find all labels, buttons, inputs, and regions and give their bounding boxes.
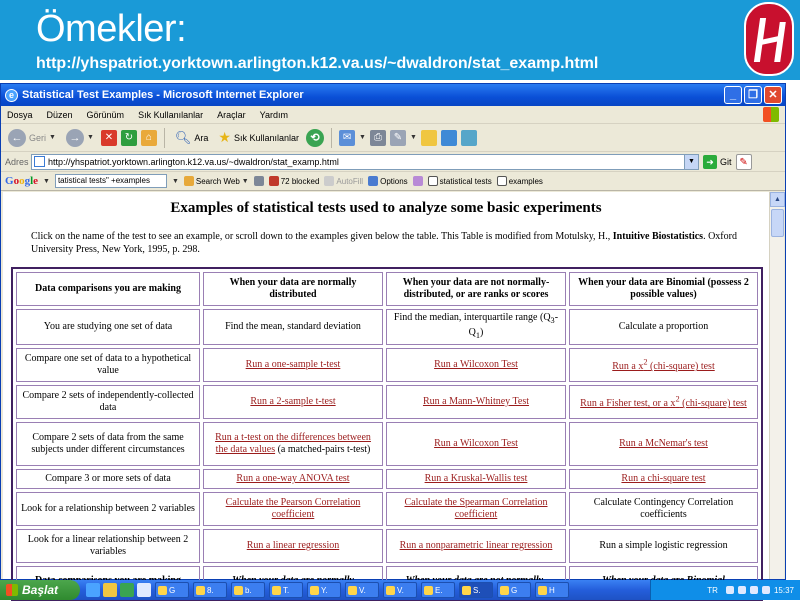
google-toolbar xyxy=(1,172,785,191)
task-label: H xyxy=(549,585,555,595)
browser-window xyxy=(0,83,786,580)
slide-url: http://yhspatriot.yorktown.arlington.k12.va.us/~dwaldron/stat_examp.html xyxy=(36,55,599,72)
google-logo[interactable]: Google xyxy=(5,175,39,187)
taskbar-item[interactable] xyxy=(383,582,417,598)
task-label: G xyxy=(511,585,518,595)
app-quicklaunch-icon[interactable] xyxy=(120,583,134,597)
star-icon: ★ xyxy=(218,129,231,145)
search-term-2[interactable] xyxy=(497,176,543,186)
table-cell xyxy=(569,469,758,489)
taskbar-item[interactable] xyxy=(231,582,265,598)
search-button[interactable] xyxy=(172,127,212,149)
system-tray xyxy=(650,580,800,600)
row-label: Compare 2 sets of independently-collected data xyxy=(16,385,200,419)
taskbar-item[interactable] xyxy=(155,582,189,598)
options-icon xyxy=(368,176,378,186)
row-label: Look for a linear relationship between 2 variables xyxy=(16,529,200,563)
task-label: S. xyxy=(473,585,481,595)
windows-logo-icon xyxy=(763,107,779,122)
blocked-label: 72 blocked xyxy=(280,176,320,186)
wilcoxon-test-link[interactable]: Run a Wilcoxon Test xyxy=(434,438,518,449)
task-label: V. xyxy=(397,585,404,595)
row-label: Compare 2 sets of data from the same subjects under different circumstances xyxy=(16,422,200,466)
home-icon[interactable]: ⌂ xyxy=(141,130,157,146)
table-header: When your data are normally distributed xyxy=(203,272,383,306)
table-cell: Calculate Contingency Correlation coefficients xyxy=(569,492,758,526)
table-cell xyxy=(386,385,566,419)
task-icon xyxy=(538,586,547,595)
folder-icon[interactable] xyxy=(421,130,437,146)
table-cell xyxy=(203,469,383,489)
task-icon xyxy=(424,586,433,595)
maximize-button[interactable]: ❐ xyxy=(744,86,762,104)
table-header: When your data are Binomial (possess 2 possible values) xyxy=(569,272,758,306)
mcnemar-test-link[interactable]: Run a McNemar's test xyxy=(619,438,708,449)
term-search-icon xyxy=(497,176,507,186)
table-row xyxy=(16,492,758,526)
taskbar xyxy=(0,580,800,600)
minimize-button[interactable]: _ xyxy=(724,86,742,104)
go-button[interactable] xyxy=(703,155,732,169)
subscript: 1 xyxy=(475,331,481,340)
table-row xyxy=(16,385,758,419)
back-arrow-icon: ← xyxy=(8,129,26,147)
table-cell xyxy=(386,348,566,382)
autofill-label: AutoFill xyxy=(336,176,364,186)
task-icon xyxy=(462,586,471,595)
chevron-down-icon[interactable]: ▼ xyxy=(43,177,50,185)
clock: 15:37 xyxy=(773,585,794,595)
statistical-tests-table xyxy=(11,267,763,601)
row-label: Compare one set of data to a hypothetical value xyxy=(16,348,200,382)
table-cell xyxy=(386,309,566,345)
page-heading: Examples of statistical tests used to analyze some basic experiments xyxy=(170,200,602,216)
table-row xyxy=(16,422,758,466)
table-cell xyxy=(203,348,383,382)
menu-favorites[interactable]: Sık Kullanılanlar xyxy=(138,109,204,120)
taskbar-item[interactable] xyxy=(497,582,531,598)
task-icon xyxy=(158,586,167,595)
task-label: T. xyxy=(283,585,290,595)
chevron-down-icon[interactable]: ▼ xyxy=(409,134,417,141)
language-indicator[interactable]: TR xyxy=(707,585,718,595)
two-sample-t-test-link[interactable]: Run a 2-sample t-test xyxy=(250,396,336,407)
linear-regression-link[interactable]: Run a linear regression xyxy=(246,540,340,551)
fisher-test-link[interactable] xyxy=(580,394,747,410)
stop-icon[interactable]: ✕ xyxy=(101,130,117,146)
table-row xyxy=(16,469,758,489)
search-label: Ara xyxy=(194,132,209,143)
cell-text: -Q xyxy=(468,312,559,338)
table-cell xyxy=(386,469,566,489)
back-label: Geri xyxy=(29,132,47,143)
back-button[interactable] xyxy=(5,127,59,149)
start-label: Başlat xyxy=(22,583,59,597)
row-label: You are studying one set of data xyxy=(16,309,200,345)
task-icon xyxy=(234,586,243,595)
taskbar-item[interactable] xyxy=(345,582,379,598)
volume-icon[interactable] xyxy=(762,586,770,594)
quick-launch xyxy=(86,583,151,597)
history-icon[interactable]: ⟲ xyxy=(306,129,324,147)
table-cell xyxy=(386,492,566,526)
tray-icon[interactable] xyxy=(750,586,758,594)
intro-book-title: Intuitive Biostatistics xyxy=(612,231,704,242)
messenger-icon[interactable] xyxy=(461,130,477,146)
task-label: G xyxy=(169,585,176,595)
table-row xyxy=(16,529,758,563)
forward-arrow-icon: → xyxy=(66,129,84,147)
link-text: (chi-square) test xyxy=(647,361,715,373)
ie-icon: e xyxy=(5,89,18,102)
link-text: Run a Fisher test, or a x xyxy=(580,398,676,410)
windows-logo-icon xyxy=(6,584,18,596)
search-web-icon xyxy=(184,176,194,186)
link-text: Run a x xyxy=(612,361,644,373)
task-icon xyxy=(348,586,357,595)
task-icon xyxy=(386,586,395,595)
row-label: Compare 3 or more sets of data xyxy=(16,469,200,489)
scroll-up-icon[interactable]: ▲ xyxy=(770,192,785,207)
term-1-label: statistical tests xyxy=(439,176,492,186)
table-cell xyxy=(569,385,758,419)
google-search-input[interactable]: tatistical tests" +examples xyxy=(55,174,167,188)
one-sample-t-test-link[interactable]: Run a one-sample t-test xyxy=(245,359,341,370)
chevron-down-icon: ▼ xyxy=(49,134,56,141)
task-label: E. xyxy=(435,585,443,595)
task-label: V. xyxy=(359,585,366,595)
desktop-quicklaunch-icon[interactable] xyxy=(137,583,151,597)
cell-text: Find the median, interquartile range (Q xyxy=(393,312,551,323)
pearson-correlation-link[interactable]: Calculate the Pearson Correlation coefficient xyxy=(225,497,361,520)
autofill-icon xyxy=(324,176,334,186)
table-row xyxy=(16,309,758,345)
popup-blocked-icon xyxy=(269,176,279,186)
search-term-1[interactable] xyxy=(428,176,492,186)
matched-pairs-t-test-link[interactable]: Run a t-test on the differences between the data values xyxy=(215,432,371,455)
forward-button[interactable] xyxy=(63,127,97,149)
address-bar xyxy=(1,152,785,172)
table-cell xyxy=(203,492,383,526)
table-cell xyxy=(386,422,566,466)
close-button[interactable]: ✕ xyxy=(764,86,782,104)
search-icon: 🔍︎ xyxy=(174,129,192,145)
slide-title: Ömekler: xyxy=(36,8,187,50)
cell-text: ) xyxy=(480,327,484,338)
task-icon xyxy=(500,586,509,595)
subscript: 3 xyxy=(550,316,555,325)
options-button[interactable] xyxy=(368,176,408,186)
scroll-thumb[interactable] xyxy=(771,209,784,237)
slide-header xyxy=(0,0,800,80)
address-input[interactable] xyxy=(31,154,699,170)
term-search-icon xyxy=(428,176,438,186)
standard-toolbar xyxy=(1,124,785,152)
chevron-down-icon: ▼ xyxy=(86,134,94,141)
task-icon xyxy=(196,586,205,595)
autofill-button[interactable] xyxy=(324,176,363,186)
row-label: Look for a relationship between 2 variables xyxy=(16,492,200,526)
site-search-icon[interactable] xyxy=(254,176,264,186)
page-content xyxy=(3,192,769,579)
translate-icon[interactable]: ✎ xyxy=(736,154,752,170)
table-header: Data comparisons you are making xyxy=(16,272,200,306)
page-icon xyxy=(34,156,45,167)
chevron-down-icon[interactable]: ▼ xyxy=(171,177,179,185)
tray-icon[interactable] xyxy=(738,586,746,594)
taskbar-item[interactable] xyxy=(307,582,341,598)
task-icon xyxy=(310,586,319,595)
link-text: (chi-square) test xyxy=(679,398,747,410)
superscript: 2 xyxy=(643,357,648,367)
nonparametric-regression-link[interactable]: Run a nonparametric linear regression xyxy=(399,540,553,551)
h-logo-icon xyxy=(757,18,783,62)
kruskal-wallis-test-link[interactable]: Run a Kruskal-Wallis test xyxy=(424,473,528,484)
task-label: b. xyxy=(245,585,252,595)
highlight-icon[interactable] xyxy=(413,176,423,186)
page-intro xyxy=(31,230,751,256)
mann-whitney-test-link[interactable]: Run a Mann-Whitney Test xyxy=(422,396,530,407)
chi-square-test-link[interactable]: Run a chi-square test xyxy=(621,473,706,484)
university-logo xyxy=(744,2,794,76)
taskbar-item[interactable] xyxy=(193,582,227,598)
search-web-label: Search Web xyxy=(195,176,240,186)
chevron-down-icon[interactable]: ▼ xyxy=(684,155,698,169)
mail-icon[interactable]: ✉ xyxy=(339,130,355,146)
table-header: When your data are not normally-distributed, or are ranks or scores xyxy=(386,272,566,306)
spearman-correlation-link[interactable]: Calculate the Spearman Correlation coefficient xyxy=(404,497,548,520)
favorites-button[interactable] xyxy=(215,127,302,149)
search-web-button[interactable] xyxy=(184,176,249,186)
table-cell xyxy=(569,422,758,466)
menu-edit[interactable]: Düzen xyxy=(46,109,73,120)
address-value: http://yhspatriot.yorktown.arlington.k12.va.us/~dwaldron/stat_examp.html xyxy=(48,156,339,167)
refresh-icon[interactable]: ↻ xyxy=(121,130,137,146)
superscript: 2 xyxy=(675,394,680,404)
toolbar-divider xyxy=(164,128,165,148)
term-2-label: examples xyxy=(508,176,543,186)
table-cell: Calculate a proportion xyxy=(569,309,758,345)
address-label: Adres xyxy=(5,156,29,167)
taskbar-item[interactable] xyxy=(421,582,455,598)
go-label: Git xyxy=(720,156,732,167)
chevron-down-icon: ▼ xyxy=(241,177,249,185)
table-row xyxy=(16,348,758,382)
table-cell xyxy=(569,348,758,382)
wilcoxon-test-link[interactable]: Run a Wilcoxon Test xyxy=(434,359,518,370)
print-icon[interactable]: ⎙ xyxy=(370,130,386,146)
menu-bar xyxy=(1,106,785,124)
vertical-scrollbar[interactable] xyxy=(769,192,784,579)
menu-tools[interactable]: Araçlar xyxy=(217,109,246,120)
task-label: Y. xyxy=(321,585,328,595)
chi-square-test-link[interactable] xyxy=(612,357,715,373)
menu-file[interactable]: Dosya xyxy=(7,109,33,120)
table-cell: Run a simple logistic regression xyxy=(569,529,758,563)
go-arrow-icon: ➜ xyxy=(703,155,717,169)
window-titlebar xyxy=(1,84,785,106)
taskbar-item[interactable] xyxy=(535,582,569,598)
media-icon[interactable] xyxy=(441,130,457,146)
popup-blocker-button[interactable] xyxy=(269,176,320,186)
cell-text: (a matched-pairs t-test) xyxy=(275,444,371,455)
toolbar-divider xyxy=(331,128,332,148)
start-button[interactable] xyxy=(0,580,80,600)
window-title: Statistical Test Examples - Microsoft Internet Explorer xyxy=(22,89,304,101)
table-cell xyxy=(203,422,383,466)
chevron-down-icon[interactable]: ▼ xyxy=(359,134,366,141)
table-header-row xyxy=(16,272,758,306)
options-label: Options xyxy=(380,176,408,186)
tray-icon[interactable] xyxy=(726,586,734,594)
taskbar-item[interactable] xyxy=(269,582,303,598)
anova-test-link[interactable]: Run a one-way ANOVA test xyxy=(236,473,350,484)
task-icon xyxy=(272,586,281,595)
intro-citation: . Oxford University Press, New York, 1995, p. 298. xyxy=(31,231,737,255)
edit-icon[interactable]: ✎ xyxy=(390,130,406,146)
table-cell: Find the mean, standard deviation xyxy=(203,309,383,345)
table-cell xyxy=(203,385,383,419)
table-cell xyxy=(203,529,383,563)
folder-quicklaunch-icon[interactable] xyxy=(103,583,117,597)
taskbar-item-active[interactable] xyxy=(459,582,493,598)
intro-text: Click on the name of the test to see an example, or scroll down to the examples given below the table. This Table is modified from Motulsky, H., xyxy=(31,231,611,242)
menu-help[interactable]: Yardım xyxy=(259,109,288,120)
menu-view[interactable]: Görünüm xyxy=(86,109,125,120)
favorites-label: Sık Kullanılanlar xyxy=(233,132,300,143)
ie-quicklaunch-icon[interactable] xyxy=(86,583,100,597)
table-cell xyxy=(386,529,566,563)
task-label: 8. xyxy=(207,585,214,595)
